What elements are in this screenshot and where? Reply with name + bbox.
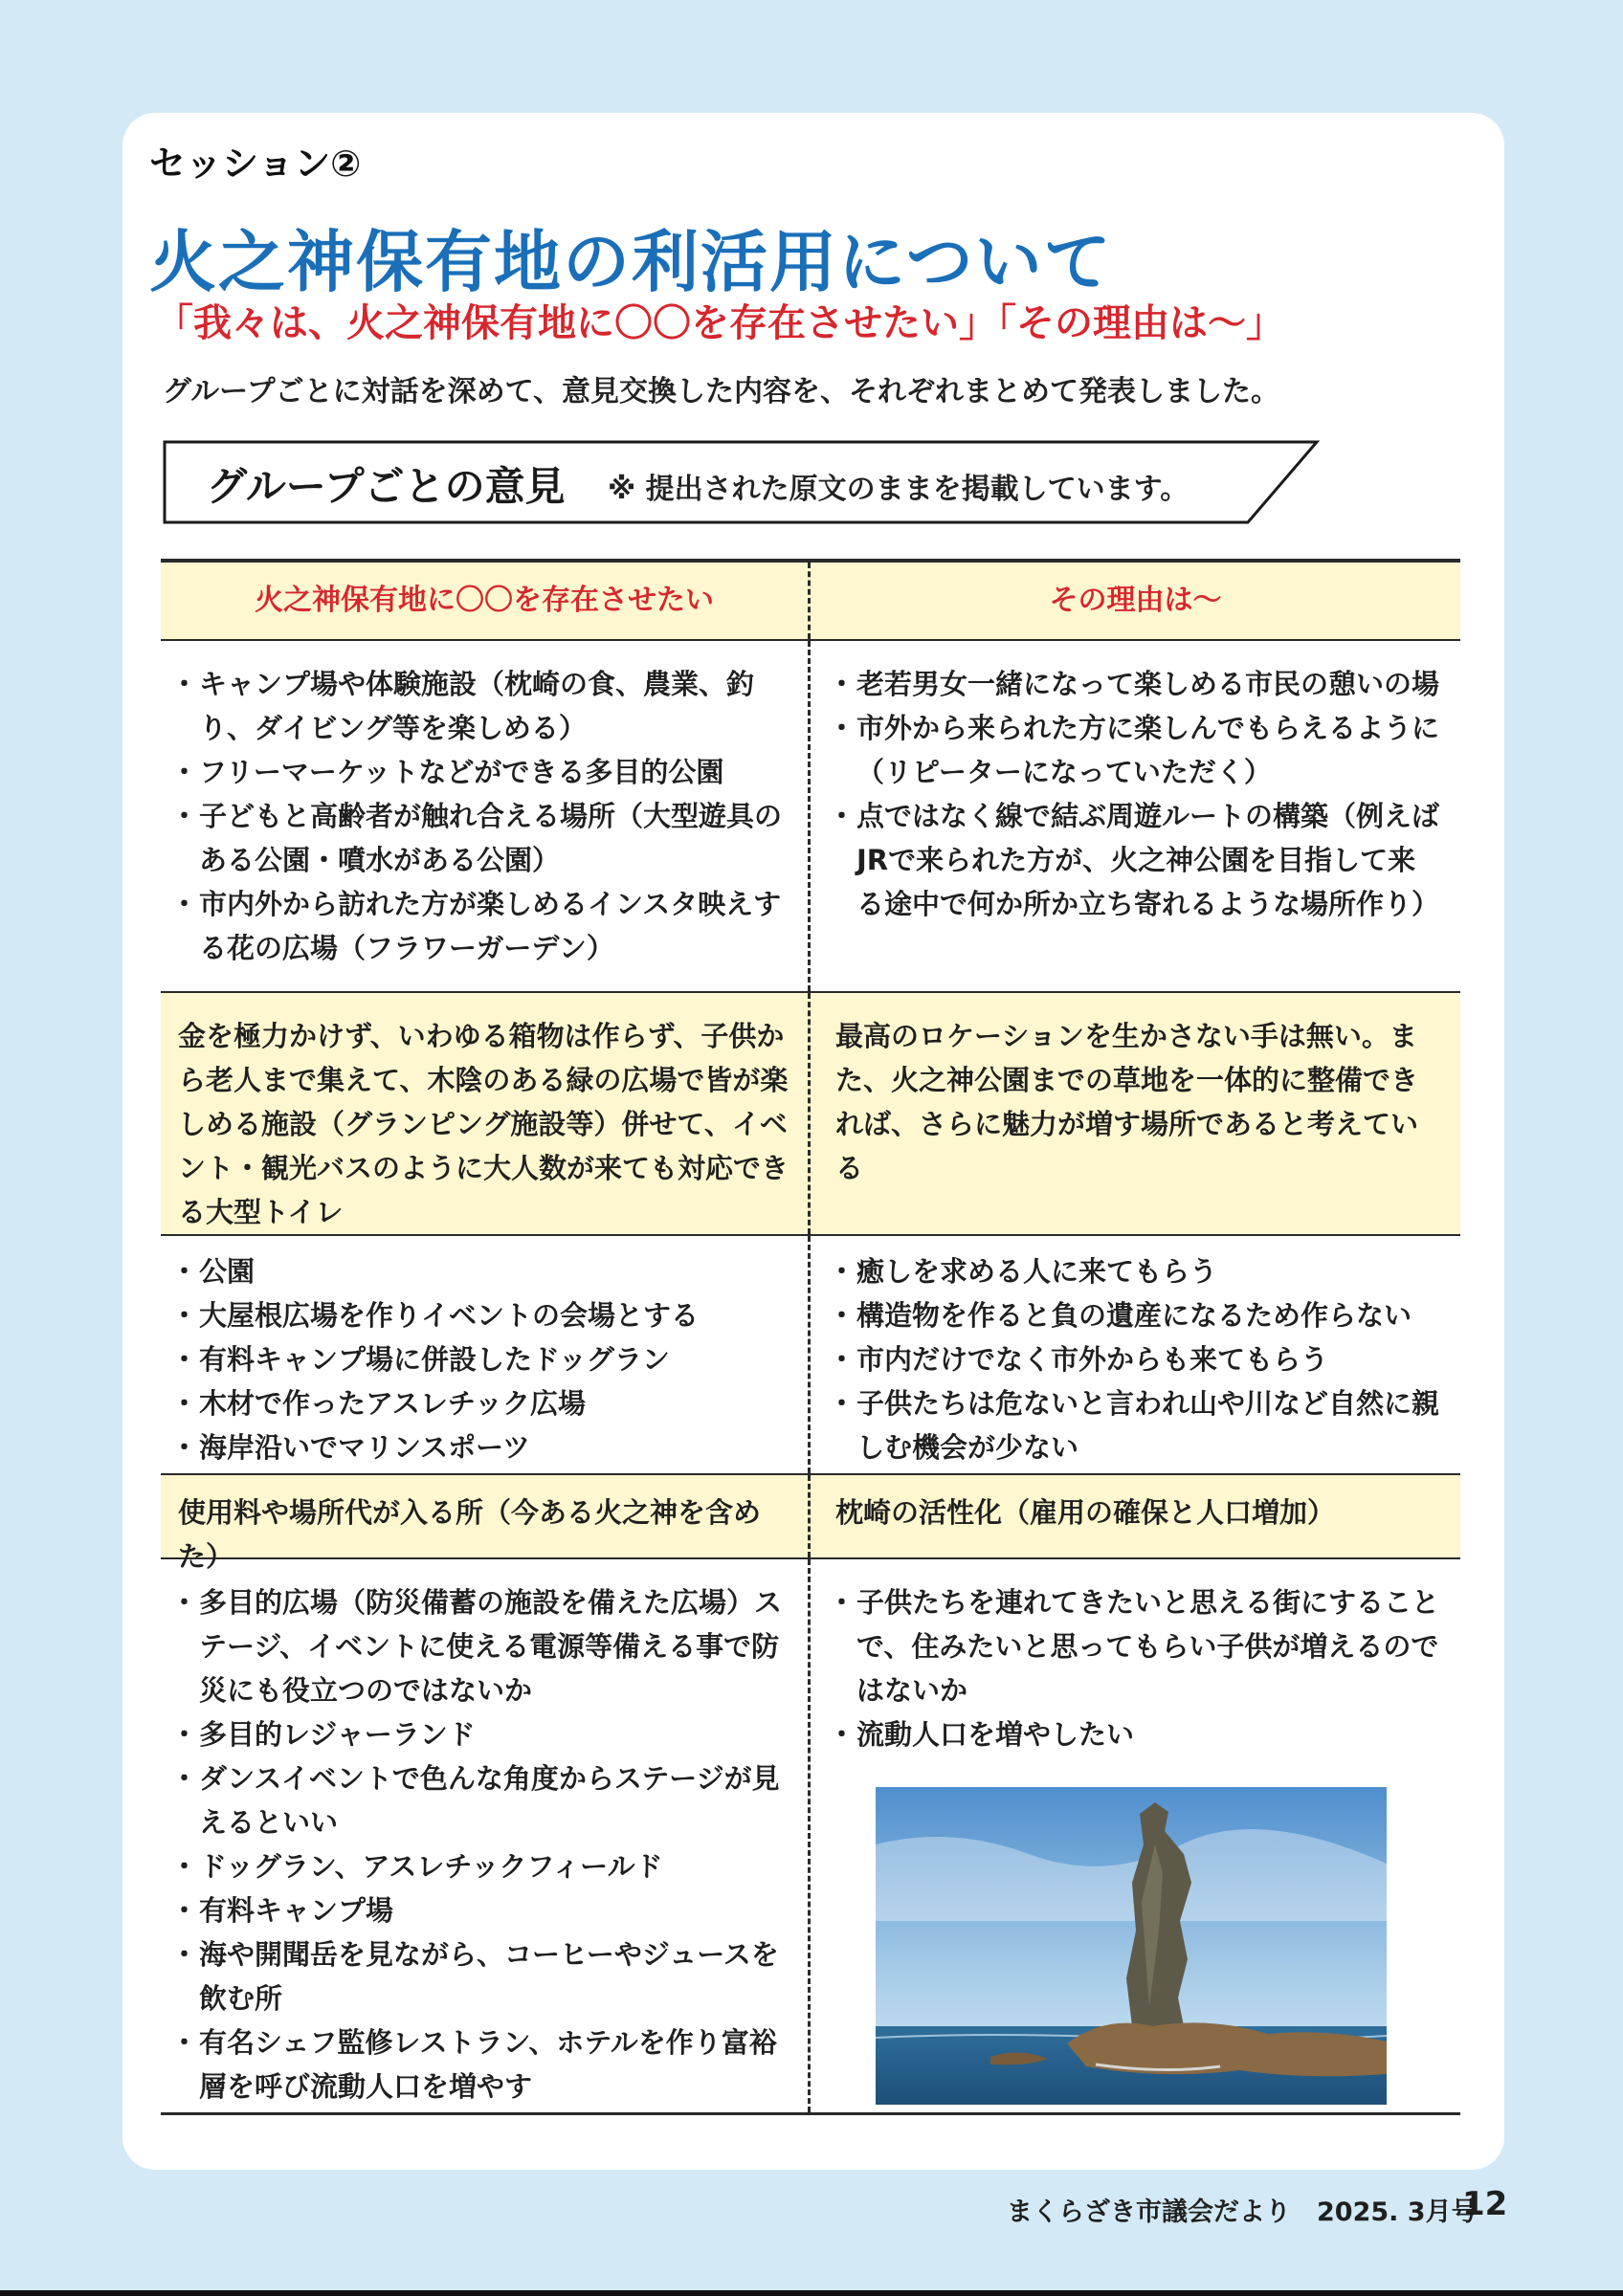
list-item: ・ 多目的レジャーランド [178, 1712, 790, 1756]
table-cell-want [161, 1236, 811, 1473]
sea-stack-image [876, 1787, 1387, 2105]
list-item: ・ 点ではなく線で結ぶ周遊ルートの構築（例えばJRで来られた方が、火之神公園を目指して来る途中で何か所か立ち寄れるような場所作り） [835, 794, 1443, 926]
list-item: ・ 市内外から訪れた方が楽しめるインスタ映えする花の広場（フラワーガーデン） [178, 882, 790, 970]
list-item: ・ 子供たちは危ないと言われ山や川など自然に親しむ機会が少ない [835, 1381, 1443, 1469]
table-header-reason: その理由は～ [1049, 584, 1222, 617]
table-row [161, 1475, 1460, 1573]
intro-text: グループごとに対話を深めて、意見交換した内容を、それぞれまとめて発表しました。 [163, 375, 1279, 408]
opinions-table [161, 559, 1460, 2115]
table-cell-want [161, 1559, 811, 2112]
table-header-row [161, 559, 1460, 641]
table-row [161, 641, 1460, 993]
list-item: ・ 市内だけでなく市外からも来てもらう [835, 1337, 1443, 1381]
list-item: ・ 有料キャンプ場 [178, 1888, 790, 1932]
table-row [161, 993, 1460, 1236]
table-cell-want [161, 1475, 811, 1573]
table-cell-reason [811, 993, 1460, 1234]
cell-text: 枕崎の活性化（雇用の確保と人口増加） [835, 1496, 1336, 1529]
table-row [161, 1236, 1460, 1475]
page-number: 12 [1462, 2185, 1508, 2223]
bottom-rule [0, 2290, 1623, 2296]
banner-title: グループごとの意見 [207, 463, 566, 510]
list-item: ・ 子どもと高齢者が触れ合える場所（大型遊具のある公園・噴水がある公園） [178, 794, 790, 882]
table-cell-want [161, 641, 811, 991]
list-item: ・ 海岸沿いでマリンスポーツ [178, 1425, 790, 1469]
table-row [161, 1559, 1460, 2115]
list-item: ・ 多目的広場（防災備蓄の施設を備えた広場）ステージ、イベントに使える電源等備える事で防災にも役立つのではないか [178, 1580, 790, 1712]
page-subtitle: 「我々は、火之神保有地に〇〇を存在させたい」「その理由は～」 [155, 301, 1284, 345]
page-title: 火之神保有地の利活用について [149, 223, 1113, 301]
list-item: ・ キャンプ場や体験施設（枕崎の食、農業、釣り、ダイビング等を楽しめる） [178, 662, 790, 750]
list-item: ・ 市外から来られた方に楽しんでもらえるように（リピーターになっていただく） [835, 706, 1443, 794]
banner-note: ※ 提出された原文のままを掲載しています。 [608, 473, 1189, 506]
list-item: ・ 癒しを求める人に来てもらう [835, 1249, 1443, 1293]
list-item: ・ ダンスイベントで色んな角度からステージが見えるといい [178, 1756, 790, 1844]
list-item: ・ 流動人口を増やしたい [835, 1712, 1443, 1756]
table-cell-reason [811, 1236, 1460, 1473]
list-item: ・ 子供たちを連れてきたいと思える街にすることで、住みたいと思ってもらい子供が増えるのではないか [835, 1580, 1443, 1712]
opinions-banner [163, 440, 1321, 524]
table-cell-want [161, 993, 811, 1234]
list-item: ・ 公園 [178, 1249, 790, 1293]
list-item: ・ 有名シェフ監修レストラン、ホテルを作り富裕層を呼び流動人口を増やす [178, 2020, 790, 2108]
list-item: ・ 有料キャンプ場に併設したドッグラン [178, 1337, 790, 1381]
cell-text: 使用料や場所代が入る所（今ある火之神を含めた） [178, 1496, 762, 1573]
session-label: セッション② [149, 143, 362, 185]
publication-footer: まくらざき市議会だより 2025. 3月号 [1007, 2197, 1478, 2227]
list-item: ・ 老若男女一緒になって楽しめる市民の憩いの場 [835, 662, 1443, 706]
list-item: ・ 木材で作ったアスレチック広場 [178, 1381, 790, 1425]
table-cell-reason [811, 1559, 1460, 2112]
sea-stack-photo [876, 1787, 1387, 2105]
table-cell-reason [811, 1475, 1460, 1557]
table-header-want: 火之神保有地に〇〇を存在させたい [161, 563, 811, 639]
table-cell-reason [811, 641, 1460, 991]
list-item: ・ 大屋根広場を作りイベントの会場とする [178, 1293, 790, 1337]
list-item: ・ 海や開聞岳を見ながら、コーヒーやジュースを飲む所 [178, 1932, 790, 2020]
cell-text: 最高のロケーションを生かさない手は無い。また、火之神公園までの草地を一体的に整備できれば、さらに魅力が増す場所であると考えている [835, 1020, 1419, 1184]
cell-text: 金を極力かけず、いわゆる箱物は作らず、子供から老人まで集えて、木陰のある緑の広場で皆が楽しめる施設（グランピング施設等）併せて、イベント・観光バスのように大人数が来ても対応できる大型トイレ [178, 1020, 789, 1228]
list-item: ・ ドッグラン、アスレチックフィールド [178, 1844, 790, 1888]
list-item: ・ フリーマーケットなどができる多目的公園 [178, 750, 790, 794]
list-item: ・ 構造物を作ると負の遺産になるため作らない [835, 1293, 1443, 1337]
